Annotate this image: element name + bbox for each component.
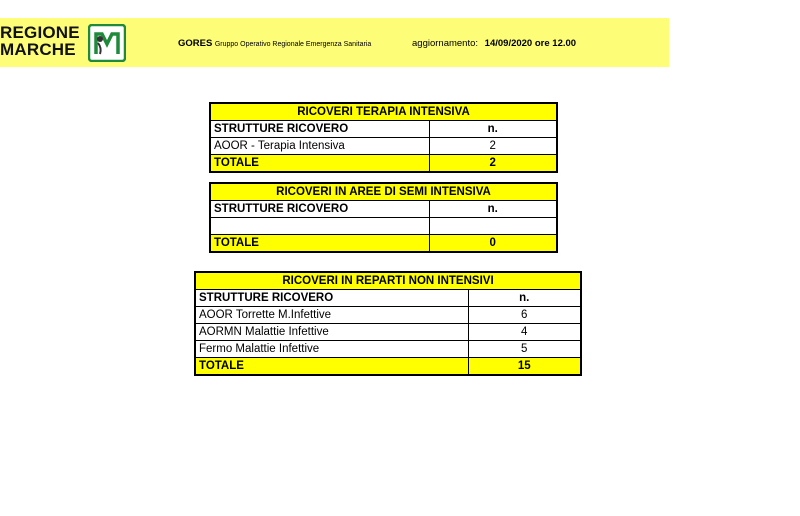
row-structure: AOOR - Terapia Intensiva — [210, 138, 429, 155]
table-row — [210, 138, 557, 155]
column-header-structure: STRUTTURE RICOVERO — [195, 290, 468, 307]
update-info — [412, 38, 576, 49]
org-long: Gruppo Operativo Regionale Emergenza Sanitaria — [214, 41, 372, 48]
update-label: aggiornamento: — [412, 38, 479, 49]
total-row — [210, 235, 557, 253]
row-count: 4 — [468, 324, 581, 341]
table-row — [195, 324, 581, 341]
total-value: 15 — [468, 358, 581, 376]
table-row — [195, 307, 581, 324]
table-title: RICOVERI IN REPARTI NON INTENSIVI — [195, 272, 581, 290]
column-header-count: n. — [429, 121, 557, 138]
organization-label — [178, 38, 371, 49]
row-count — [429, 218, 557, 235]
total-label: TOTALE — [195, 358, 468, 376]
row-count: 2 — [429, 138, 557, 155]
total-row — [195, 358, 581, 376]
column-header-structure: STRUTTURE RICOVERO — [210, 201, 429, 218]
table-row — [210, 218, 557, 235]
table-title: RICOVERI IN AREE DI SEMI INTENSIVA — [210, 183, 557, 201]
table-title: RICOVERI TERAPIA INTENSIVA — [210, 103, 557, 121]
row-structure: AOOR Torrette M.Infettive — [195, 307, 468, 324]
table-terapia-intensiva — [209, 102, 558, 173]
column-header-structure: STRUTTURE RICOVERO — [210, 121, 429, 138]
column-header-count: n. — [468, 290, 581, 307]
total-label: TOTALE — [210, 235, 429, 253]
total-value: 2 — [429, 155, 557, 173]
logo-line-2: MARCHE — [0, 40, 76, 59]
logo-line-1: REGIONE — [0, 23, 80, 42]
total-value: 0 — [429, 235, 557, 253]
row-structure: AORMN Malattie Infettive — [195, 324, 468, 341]
table-semi-intensiva — [209, 182, 558, 253]
table-non-intensivi — [194, 271, 582, 376]
org-short: GORES — [178, 38, 213, 49]
region-logo-text — [0, 24, 86, 58]
row-count: 5 — [468, 341, 581, 358]
table-row — [195, 341, 581, 358]
row-structure — [210, 218, 429, 235]
total-row — [210, 155, 557, 173]
column-header-count: n. — [429, 201, 557, 218]
update-value: 14/09/2020 ore 12.00 — [484, 38, 577, 49]
header-banner — [0, 18, 669, 67]
total-label: TOTALE — [210, 155, 429, 173]
region-emblem-icon — [88, 24, 126, 62]
row-structure: Fermo Malattie Infettive — [195, 341, 468, 358]
row-count: 6 — [468, 307, 581, 324]
